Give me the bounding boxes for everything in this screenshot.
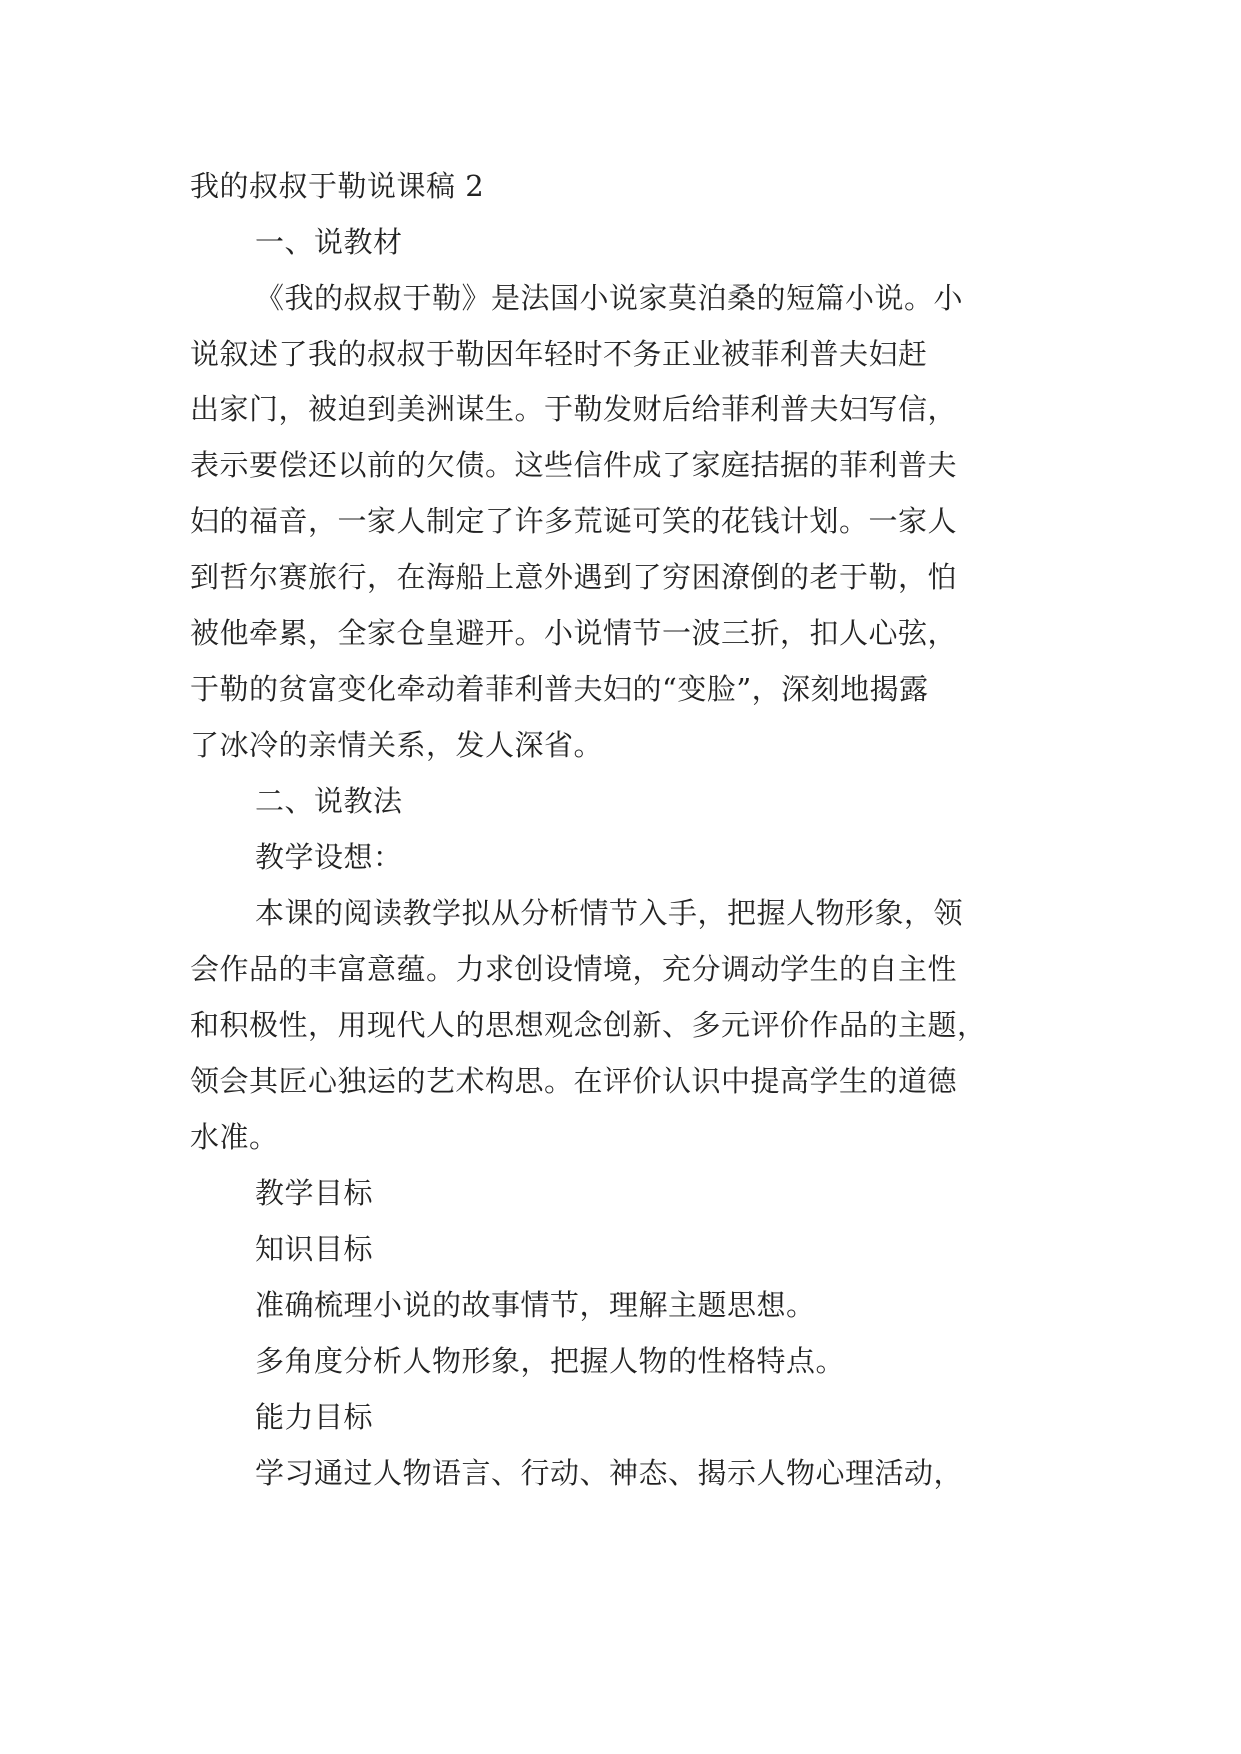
paragraph-line: 出家门，被迫到美洲谋生。于勒发财后给菲利普夫妇写信， [190, 392, 958, 426]
paragraph-line: 表示要偿还以前的欠债。这些信件成了家庭拮据的菲利普夫 [190, 448, 958, 482]
paragraph-line: 到哲尔赛旅行，在海船上意外遇到了穷困潦倒的老于勒，怕 [190, 560, 958, 594]
section-heading: 一、说教材 [255, 225, 403, 259]
subsection-heading: 教学目标 [255, 1176, 374, 1210]
document-title: 我的叔叔于勒说课稿 2 [190, 169, 485, 203]
paragraph-line: 《我的叔叔于勒》是法国小说家莫泊桑的短篇小说。小 [255, 281, 964, 315]
paragraph-line: 领会其匠心独运的艺术构思。在评价认识中提高学生的道德 [190, 1064, 958, 1098]
paragraph-line: 和积极性，用现代人的思想观念创新、多元评价作品的主题， [190, 1008, 987, 1042]
section-heading: 二、说教法 [255, 784, 403, 818]
paragraph-line: 说叙述了我的叔叔于勒因年轻时不务正业被菲利普夫妇赶 [190, 337, 928, 371]
paragraph-line: 了冰冷的亲情关系，发人深省。 [190, 728, 604, 762]
paragraph-line: 本课的阅读教学拟从分析情节入手，把握人物形象，领 [255, 896, 964, 930]
list-item: 多角度分析人物形象，把握人物的性格特点。 [255, 1344, 846, 1378]
paragraph-line: 妇的福音，一家人制定了许多荒诞可笑的花钱计划。一家人 [190, 504, 958, 538]
list-item: 准确梳理小说的故事情节，理解主题思想。 [255, 1288, 816, 1322]
subsection-heading: 教学设想： [255, 840, 403, 874]
paragraph-line: 于勒的贫富变化牵动着菲利普夫妇的“变脸”，深刻地揭露 [190, 672, 929, 706]
subsection-heading: 知识目标 [255, 1232, 374, 1266]
paragraph-line: 会作品的丰富意蕴。力求创设情境，充分调动学生的自主性 [190, 952, 958, 986]
paragraph-line: 被他牵累，全家仓皇避开。小说情节一波三折，扣人心弦， [190, 616, 958, 650]
subsection-heading: 能力目标 [255, 1400, 374, 1434]
list-item: 学习通过人物语言、行动、神态、揭示人物心理活动， [255, 1456, 964, 1490]
paragraph-line: 水准。 [190, 1120, 279, 1154]
